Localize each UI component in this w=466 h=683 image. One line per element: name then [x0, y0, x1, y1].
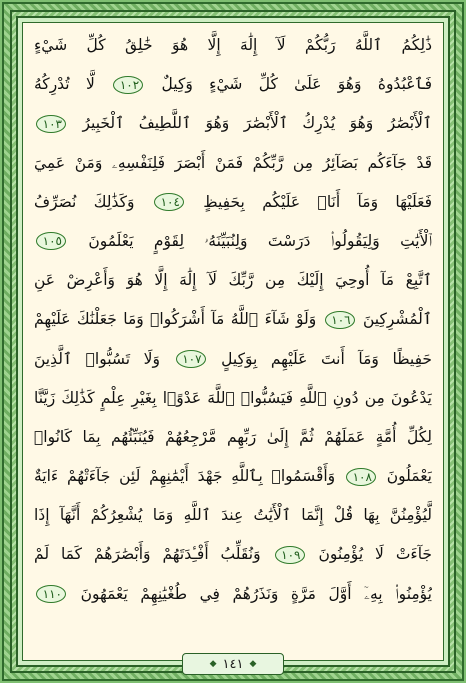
- ayah-number-marker: ١١٠: [36, 585, 66, 603]
- verse-text-continued: وَلَا تَسُبُّوا۟ ٱلَّذِينَ: [34, 349, 160, 368]
- verse-text-continued: وَلَوْ شَآءَ ٱللَّهُ مَآ أَشْرَكُوا۟ وَمَا جَعَلْنَٰكَ عَلَيْهِمْ: [34, 310, 317, 329]
- verse-line: [34, 340, 432, 379]
- verse-line: [34, 65, 432, 104]
- verse-text-continued: وَأَقْسَمُوا۟ بِٱللَّهِ جَهْدَ أَيْمَٰنِهِمْ لَئِن جَآءَتْهُمْ ءَايَةٌ: [34, 467, 336, 486]
- ornament-left-icon: ◆: [209, 659, 217, 669]
- verse-line: [34, 104, 432, 143]
- verse-line: [34, 261, 432, 300]
- page-number-box: [182, 653, 284, 675]
- verse-line: [34, 183, 432, 222]
- verse-text: ٱلْمُشْرِكِينَ: [362, 310, 432, 329]
- verse-line: [34, 379, 432, 418]
- verse-text-continued: وَنُقَلِّبُ أَفْـِٔدَتَهُمْ وَأَبْصَٰرَهُمْ كَمَا لَمْ: [34, 545, 261, 564]
- verse-text: لَّيُؤْمِنُنَّ بِهَا قُلْ إِنَّمَا ٱلْأَيَٰتُ عِندَ ٱللَّهِ وَمَا يُشْعِرُكُمْ أَنَّهَآ إِذَا: [34, 506, 432, 525]
- verse-line: [34, 418, 432, 457]
- verse-text: فَٱعْبُدُوهُ وَهُوَ عَلَىٰ كُلِّ شَيْءٍ وَكِيلٌ: [161, 75, 432, 94]
- page-number: ١٤١: [222, 656, 244, 672]
- ayah-number-marker: ١٠٥: [36, 232, 66, 250]
- ayah-number-marker: ١٠٩: [275, 546, 305, 564]
- verse-text: ذَٰلِكُمُ ٱللَّهُ رَبُّكُمْ لَآ إِلَٰهَ إِلَّا هُوَ خَٰلِقُ كُلِّ شَيْءٍ: [34, 36, 432, 54]
- ayah-number-marker: ١٠٧: [176, 350, 206, 368]
- verse-line: [34, 496, 432, 535]
- verse-text: يَعْمَلُونَ: [386, 467, 432, 486]
- verse-text: قَدْ جَآءَكُم بَصَآئِرُ مِن رَّبِّكُمْ فَمَنْ أَبْصَرَ فَلِنَفْسِهِۦ وَمَنْ عَمِيَ: [34, 153, 432, 172]
- verse-line: [34, 300, 432, 339]
- verse-text: ٱلْأَيَٰتِ وَلِيَقُولُوا۟ دَرَسْتَ وَلِنُبَيِّنَهُۥ لِقَوْمٍ يَعْلَمُونَ: [88, 231, 432, 250]
- ayah-number-marker: ١٠٣: [36, 115, 66, 133]
- verse-text-continued: وَكَذَٰلِكَ نُصَرِّفُ: [34, 192, 135, 211]
- verse-line: [34, 457, 432, 496]
- verse-text: ٱلْأَبْصَٰرُ وَهُوَ يُدْرِكُ ٱلْأَبْصَٰرَ وَهُوَ ٱللَّطِيفُ ٱلْخَبِيرُ: [82, 114, 432, 133]
- verse-line: [34, 144, 432, 183]
- verse-line: [34, 575, 432, 614]
- verse-line: [34, 222, 432, 261]
- ayah-number-marker: ١٠٦: [325, 311, 355, 329]
- verse-text: يُؤْمِنُوا۟ بِهِۦٓ أَوَّلَ مَرَّةٍ وَنَذَرُهُمْ فِي طُغْيَٰنِهِمْ يَعْمَهُونَ: [80, 584, 432, 603]
- verse-text: لِكُلِّ أُمَّةٍ عَمَلَهُمْ ثُمَّ إِلَىٰ رَبِّهِم مَّرْجِعُهُمْ فَيُنَبِّئُهُم بِمَا كَانُوا۟: [34, 427, 432, 446]
- ayah-number-marker: ١٠٢: [113, 76, 143, 94]
- verse-text: جَآءَتْ لَا يُؤْمِنُونَ: [318, 545, 432, 564]
- verse-lines: [34, 26, 432, 614]
- verse-text-continued: لَّا تُدْرِكُهُ: [34, 75, 95, 94]
- ayah-number-marker: ١٠٨: [346, 468, 376, 486]
- verse-line: [34, 26, 432, 65]
- ayah-number-marker: ١٠٤: [154, 193, 184, 211]
- ornament-right-icon: ◆: [249, 659, 257, 669]
- verse-text: ٱتَّبِعْ مَآ أُوحِيَ إِلَيْكَ مِن رَّبِّكَ لَآ إِلَٰهَ إِلَّا هُوَ وَأَعْرِضْ عَنِ: [34, 271, 432, 290]
- verse-text: يَدْعُونَ مِن دُونِ ٱللَّهِ فَيَسُبُّوا۟ ٱللَّهَ عَدْوًۢا بِغَيْرِ عِلْمٍ كَذَٰلِكَ زَيَّنَّا: [34, 388, 432, 407]
- verse-line: [34, 535, 432, 574]
- verse-text: فَعَلَيْهَا وَمَآ أَنَا۠ عَلَيْكُم بِحَفِيظٍ: [203, 192, 432, 211]
- verse-text: حَفِيظًا وَمَآ أَنتَ عَلَيْهِم بِوَكِيلٍ: [221, 349, 432, 368]
